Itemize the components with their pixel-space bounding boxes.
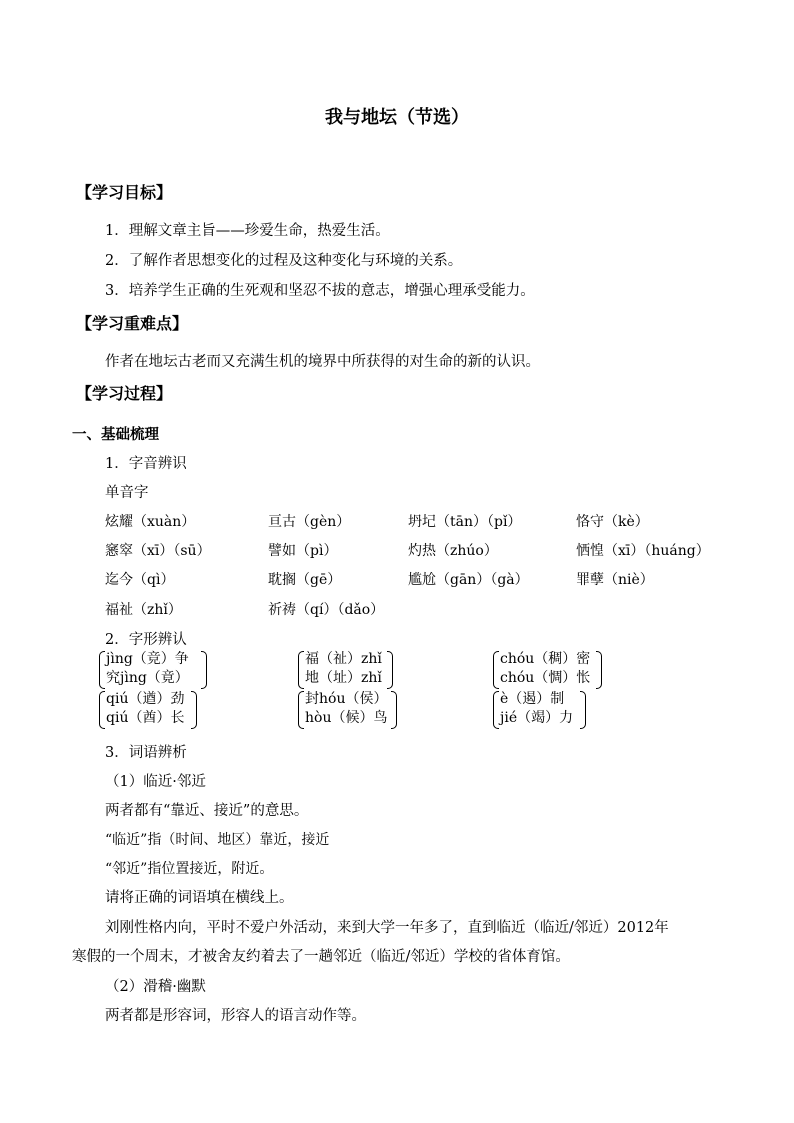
pron-cell: 耽搁（gē） [268,572,342,588]
basics-heading: 一、基础梳理 [72,426,159,443]
pron-cell: 恓惶（xī）（huáng） [576,543,710,559]
glyph-line: hòu（候）鸟 [305,710,388,726]
word-pair-line: “邻近”指位置接近，附近。 [105,861,274,877]
pron-cell: 炫耀（xuàn） [105,514,196,530]
glyph-line: qiú（酋）长 [106,710,185,726]
right-brace [191,691,197,729]
right-brace [387,651,393,689]
pron-cell: 灼热（zhúo） [408,543,498,559]
left-brace [493,691,499,729]
pron-cell: 祈祷（qí）（dǎo） [268,602,385,618]
pron-cell: 罪孽（niè） [576,572,654,588]
pron-cell: 迄今（qì） [105,572,175,588]
left-brace [298,651,304,689]
single-tone-heading: 单音字 [105,485,149,501]
glyph-group [500,650,590,688]
glyphs-heading: 2．字形辨认 [105,632,187,648]
glyph-line: 福（祉）zhǐ [305,651,382,667]
glyph-line: chóu（惆）怅 [500,670,591,686]
word-pair-line: 两者都是形容词，形容人的语言动作等。 [105,1008,366,1024]
glyph-group [106,650,189,688]
objective-item: 3．培养学生正确的生死观和坚忍不拔的意志，增强心理承受能力。 [105,283,535,299]
right-brace [580,691,586,729]
glyph-group [305,650,382,688]
glyph-line: chóu（稠）密 [500,651,591,667]
glyph-line: jìng（竞）争 [106,651,189,667]
pron-cell: 窸窣（xī）（sū） [105,543,211,559]
right-brace [391,691,397,729]
glyph-line: 究jìng（竟） [106,670,189,686]
glyph-line: qiú（遒）劲 [106,691,185,707]
word-pair-title: （1）临近·邻近 [105,774,206,790]
right-brace [596,651,602,689]
pron-cell: 恪守（kè） [576,514,649,530]
pron-cell: 尴尬（gān）（gà） [408,572,529,588]
right-brace [201,651,207,689]
glyph-group [305,690,387,728]
words-heading: 3．词语辨析 [105,745,187,761]
pronunciation-heading: 1．字音辨识 [105,456,187,472]
word-pair-title: （2）滑稽·幽默 [105,979,206,995]
process-heading: 【学习过程】 [76,384,173,403]
objectives-heading: 【学习目标】 [76,183,173,202]
pron-cell: 譬如（pì） [268,543,338,559]
glyph-line: jié（竭）力 [500,710,574,726]
exercise-line: 寒假的一个周末，才被舍友约着去了一趟邻近（临近/邻近）学校的省体育馆。 [72,949,570,965]
glyph-line: 封hóu（侯） [305,691,388,707]
exercise-line: 刘刚性格内向，平时不爱户外活动，来到大学一年多了，直到临近（临近/邻近）2012年 [105,920,669,936]
word-pair-line: 两者都有“靠近、接近”的意思。 [105,803,309,819]
left-brace [493,651,499,689]
left-brace [298,691,304,729]
glyph-line: è（遏）制 [500,691,565,707]
glyph-line: 地（址）zhǐ [305,670,382,686]
word-pair-line: 请将正确的词语填在横线上。 [105,890,294,906]
glyph-group [106,690,184,728]
glyph-group [500,690,573,728]
objective-item: 2．了解作者思想变化的过程及这种变化与环境的关系。 [105,253,463,269]
page-title: 我与地坛（节选） [325,107,469,128]
word-pair-line: “临近”指（时间、地区）靠近，接近 [105,832,330,848]
pron-cell: 坍圮（tān）（pǐ） [408,514,522,530]
pron-cell: 福祉（zhǐ） [105,602,182,618]
key-points-heading: 【学习重难点】 [76,314,189,333]
pron-cell: 亘古（gèn） [268,514,351,530]
key-points-text: 作者在地坛古老而又充满生机的境界中所获得的对生命的新的认识。 [105,354,540,370]
left-brace [99,691,105,729]
objective-item: 1．理解文章主旨——珍爱生命，热爱生活。 [105,223,390,239]
left-brace [99,651,105,689]
